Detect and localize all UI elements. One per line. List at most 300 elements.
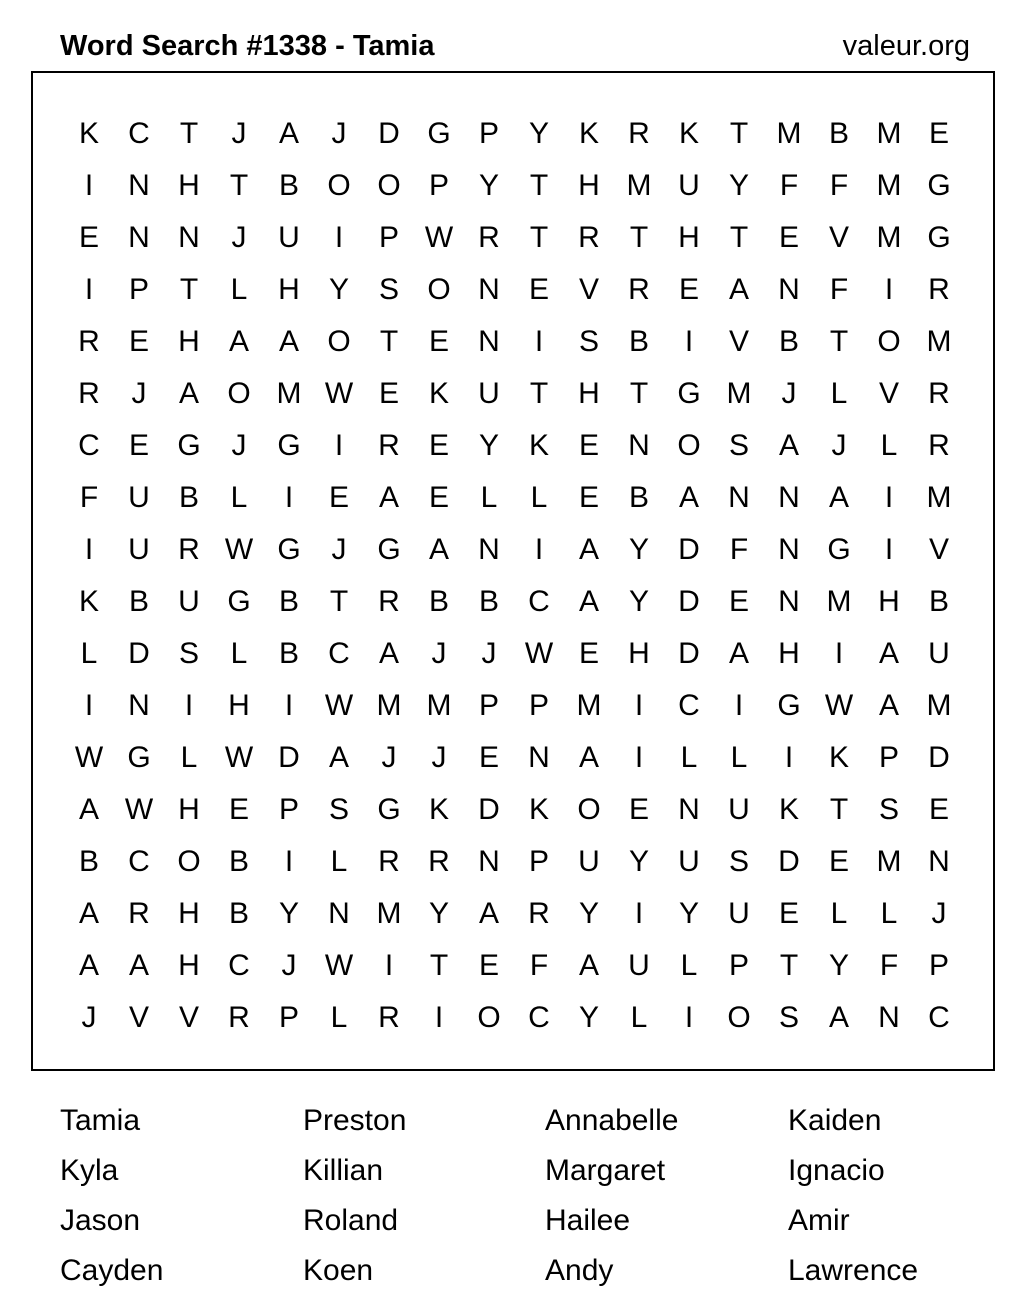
grid-cell[interactable]: K	[528, 793, 549, 826]
grid-cell[interactable]: A	[78, 897, 99, 930]
grid-cell[interactable]: A	[878, 689, 899, 722]
grid-cell[interactable]: P	[278, 1001, 299, 1034]
grid-cell[interactable]: D	[478, 793, 500, 826]
grid-cell[interactable]: F	[79, 481, 99, 514]
grid-cell[interactable]: E	[778, 221, 799, 254]
grid-cell[interactable]: G	[127, 741, 151, 774]
grid-cell[interactable]: M	[726, 377, 752, 410]
grid-cell[interactable]: Y	[828, 949, 849, 982]
grid-cell[interactable]: U	[478, 377, 500, 410]
grid-cell[interactable]: E	[628, 793, 649, 826]
grid-cell[interactable]: M	[926, 325, 952, 358]
grid-cell[interactable]: J	[381, 741, 397, 774]
grid-cell[interactable]: Y	[628, 845, 649, 878]
grid-cell[interactable]: M	[826, 585, 852, 618]
grid-cell[interactable]: N	[778, 481, 800, 514]
grid-cell[interactable]: N	[728, 481, 750, 514]
grid-cell[interactable]: B	[628, 481, 649, 514]
grid-cell[interactable]: I	[634, 689, 644, 722]
grid-cell[interactable]: E	[578, 637, 599, 670]
grid-cell[interactable]: P	[528, 845, 549, 878]
grid-cell[interactable]: E	[928, 793, 949, 826]
grid-cell[interactable]: E	[428, 325, 449, 358]
grid-cell[interactable]: R	[478, 221, 500, 254]
grid-cell[interactable]: L	[230, 481, 248, 514]
grid-cell[interactable]: B	[778, 325, 799, 358]
grid-cell[interactable]: O	[227, 377, 251, 410]
grid-cell[interactable]: A	[378, 637, 399, 670]
grid-cell[interactable]: R	[378, 429, 400, 462]
grid-cell[interactable]: M	[776, 117, 802, 150]
grid-cell[interactable]: R	[378, 845, 400, 878]
grid-cell[interactable]: I	[184, 689, 194, 722]
grid-cell[interactable]: N	[128, 221, 150, 254]
grid-cell[interactable]: N	[778, 533, 800, 566]
grid-cell[interactable]: O	[427, 273, 451, 306]
grid-cell[interactable]: G	[377, 793, 401, 826]
grid-cell[interactable]: K	[578, 117, 599, 150]
grid-cell[interactable]: H	[678, 221, 700, 254]
grid-cell[interactable]: M	[276, 377, 302, 410]
grid-cell[interactable]: M	[876, 845, 902, 878]
grid-cell[interactable]: L	[880, 429, 898, 462]
grid-cell[interactable]: G	[677, 377, 701, 410]
grid-cell[interactable]: L	[80, 637, 98, 670]
grid-cell[interactable]: E	[928, 117, 949, 150]
grid-cell[interactable]: C	[928, 1001, 950, 1034]
grid-cell[interactable]: R	[928, 429, 950, 462]
grid-cell[interactable]: P	[878, 741, 899, 774]
grid-cell[interactable]: T	[529, 221, 549, 254]
grid-cell[interactable]: S	[778, 1001, 799, 1034]
grid-cell[interactable]: P	[928, 949, 949, 982]
grid-cell[interactable]: A	[378, 481, 399, 514]
grid-cell[interactable]: A	[678, 481, 699, 514]
grid-cell[interactable]: A	[578, 585, 599, 618]
grid-cell[interactable]: D	[678, 533, 700, 566]
grid-cell[interactable]: V	[828, 221, 849, 254]
grid-cell[interactable]: I	[534, 325, 544, 358]
grid-cell[interactable]: I	[84, 273, 94, 306]
grid-cell[interactable]: B	[278, 169, 299, 202]
grid-cell[interactable]: J	[781, 377, 797, 410]
grid-cell[interactable]: J	[131, 377, 147, 410]
grid-cell[interactable]: S	[178, 637, 199, 670]
grid-cell[interactable]: E	[478, 741, 499, 774]
grid-cell[interactable]: W	[524, 637, 554, 670]
grid-cell[interactable]: T	[629, 377, 649, 410]
grid-cell[interactable]: I	[84, 169, 94, 202]
grid-cell[interactable]: B	[228, 845, 249, 878]
grid-cell[interactable]: I	[784, 741, 794, 774]
grid-cell[interactable]: N	[878, 1001, 900, 1034]
grid-cell[interactable]: D	[928, 741, 950, 774]
grid-cell[interactable]: N	[478, 533, 500, 566]
grid-cell[interactable]: E	[78, 221, 99, 254]
grid-cell[interactable]: I	[384, 949, 394, 982]
grid-cell[interactable]: F	[829, 169, 849, 202]
grid-cell[interactable]: C	[528, 585, 550, 618]
grid-cell[interactable]: J	[81, 1001, 97, 1034]
grid-cell[interactable]: K	[828, 741, 849, 774]
grid-cell[interactable]: R	[928, 377, 950, 410]
grid-cell[interactable]: P	[478, 689, 499, 722]
grid-cell[interactable]: P	[428, 169, 449, 202]
grid-cell[interactable]: M	[376, 897, 402, 930]
grid-cell[interactable]: A	[578, 741, 599, 774]
grid-cell[interactable]: Y	[528, 117, 549, 150]
grid-cell[interactable]: R	[628, 117, 650, 150]
grid-cell[interactable]: B	[478, 585, 499, 618]
grid-cell[interactable]: T	[229, 169, 249, 202]
grid-cell[interactable]: J	[431, 637, 447, 670]
grid-cell[interactable]: F	[879, 949, 899, 982]
grid-cell[interactable]: I	[284, 689, 294, 722]
grid-cell[interactable]: G	[227, 585, 251, 618]
grid-cell[interactable]: R	[128, 897, 150, 930]
grid-cell[interactable]: N	[478, 325, 500, 358]
grid-cell[interactable]: D	[678, 585, 700, 618]
grid-cell[interactable]: J	[831, 429, 847, 462]
grid-cell[interactable]: M	[876, 169, 902, 202]
grid-cell[interactable]: M	[626, 169, 652, 202]
grid-cell[interactable]: N	[128, 689, 150, 722]
grid-cell[interactable]: Y	[578, 1001, 599, 1034]
grid-cell[interactable]: A	[428, 533, 449, 566]
grid-cell[interactable]: L	[530, 481, 548, 514]
grid-cell[interactable]: E	[428, 481, 449, 514]
grid-cell[interactable]: F	[729, 533, 749, 566]
grid-cell[interactable]: I	[534, 533, 544, 566]
grid-cell[interactable]: F	[529, 949, 549, 982]
grid-cell[interactable]: I	[634, 897, 644, 930]
grid-cell[interactable]: J	[431, 741, 447, 774]
grid-cell[interactable]: O	[877, 325, 901, 358]
grid-cell[interactable]: A	[478, 897, 499, 930]
grid-cell[interactable]: V	[128, 1001, 149, 1034]
grid-cell[interactable]: K	[778, 793, 799, 826]
grid-cell[interactable]: L	[630, 1001, 648, 1034]
grid-cell[interactable]: P	[528, 689, 549, 722]
grid-cell[interactable]: U	[178, 585, 200, 618]
grid-cell[interactable]: Y	[478, 169, 499, 202]
grid-cell[interactable]: I	[334, 429, 344, 462]
grid-cell[interactable]: K	[678, 117, 699, 150]
grid-cell[interactable]: M	[926, 689, 952, 722]
grid-cell[interactable]: N	[528, 741, 550, 774]
grid-cell[interactable]: C	[128, 117, 150, 150]
grid-cell[interactable]: D	[128, 637, 150, 670]
grid-cell[interactable]: R	[528, 897, 550, 930]
grid-cell[interactable]: H	[278, 273, 300, 306]
grid-cell[interactable]: S	[728, 845, 749, 878]
grid-cell[interactable]: H	[178, 793, 200, 826]
grid-cell[interactable]: U	[728, 793, 750, 826]
grid-cell[interactable]: Y	[578, 897, 599, 930]
grid-cell[interactable]: C	[78, 429, 100, 462]
grid-cell[interactable]: R	[178, 533, 200, 566]
grid-cell[interactable]: C	[678, 689, 700, 722]
grid-cell[interactable]: A	[278, 325, 299, 358]
grid-cell[interactable]: I	[684, 325, 694, 358]
grid-cell[interactable]: A	[78, 949, 99, 982]
grid-cell[interactable]: E	[378, 377, 399, 410]
grid-cell[interactable]: J	[931, 897, 947, 930]
grid-cell[interactable]: I	[884, 481, 894, 514]
grid-cell[interactable]: M	[426, 689, 452, 722]
grid-cell[interactable]: L	[830, 377, 848, 410]
grid-cell[interactable]: F	[779, 169, 799, 202]
grid-cell[interactable]: C	[128, 845, 150, 878]
grid-cell[interactable]: D	[778, 845, 800, 878]
grid-cell[interactable]: N	[478, 273, 500, 306]
grid-cell[interactable]: F	[829, 273, 849, 306]
grid-cell[interactable]: E	[578, 429, 599, 462]
grid-cell[interactable]: D	[378, 117, 400, 150]
grid-cell[interactable]: U	[628, 949, 650, 982]
grid-cell[interactable]: T	[779, 949, 799, 982]
grid-cell[interactable]: T	[179, 117, 199, 150]
grid-cell[interactable]: D	[678, 637, 700, 670]
grid-cell[interactable]: O	[327, 325, 351, 358]
grid-cell[interactable]: W	[324, 689, 354, 722]
grid-cell[interactable]: Y	[628, 533, 649, 566]
grid-cell[interactable]: O	[477, 1001, 501, 1034]
grid-cell[interactable]: A	[328, 741, 349, 774]
grid-cell[interactable]: L	[730, 741, 748, 774]
grid-cell[interactable]: I	[884, 533, 894, 566]
grid-cell[interactable]: U	[678, 169, 700, 202]
grid-cell[interactable]: W	[224, 533, 254, 566]
grid-cell[interactable]: T	[729, 221, 749, 254]
grid-cell[interactable]: H	[178, 169, 200, 202]
grid-cell[interactable]: G	[277, 429, 301, 462]
grid-cell[interactable]: O	[677, 429, 701, 462]
grid-cell[interactable]: Y	[278, 897, 299, 930]
grid-cell[interactable]: A	[778, 429, 799, 462]
grid-cell[interactable]: Y	[728, 169, 749, 202]
grid-cell[interactable]: L	[880, 897, 898, 930]
grid-cell[interactable]: H	[178, 949, 200, 982]
grid-cell[interactable]: W	[224, 741, 254, 774]
grid-cell[interactable]: P	[278, 793, 299, 826]
grid-cell[interactable]: O	[577, 793, 601, 826]
grid-cell[interactable]: U	[578, 845, 600, 878]
grid-cell[interactable]: K	[428, 793, 449, 826]
grid-cell[interactable]: K	[78, 585, 99, 618]
grid-cell[interactable]: I	[834, 637, 844, 670]
grid-cell[interactable]: T	[429, 949, 449, 982]
grid-cell[interactable]: E	[828, 845, 849, 878]
grid-cell[interactable]: G	[377, 533, 401, 566]
grid-cell[interactable]: W	[124, 793, 154, 826]
grid-cell[interactable]: U	[128, 533, 150, 566]
grid-cell[interactable]: A	[278, 117, 299, 150]
grid-cell[interactable]: J	[231, 429, 247, 462]
grid-cell[interactable]: T	[729, 117, 749, 150]
grid-cell[interactable]: W	[824, 689, 854, 722]
grid-cell[interactable]: N	[128, 169, 150, 202]
grid-cell[interactable]: A	[178, 377, 199, 410]
grid-cell[interactable]: R	[628, 273, 650, 306]
grid-cell[interactable]: T	[329, 585, 349, 618]
grid-cell[interactable]: B	[828, 117, 849, 150]
grid-cell[interactable]: A	[78, 793, 99, 826]
grid-cell[interactable]: C	[328, 637, 350, 670]
grid-cell[interactable]: I	[434, 1001, 444, 1034]
grid-cell[interactable]: O	[727, 1001, 751, 1034]
grid-cell[interactable]: G	[177, 429, 201, 462]
grid-cell[interactable]: C	[528, 1001, 550, 1034]
grid-cell[interactable]: G	[827, 533, 851, 566]
grid-cell[interactable]: U	[278, 221, 300, 254]
grid-cell[interactable]: U	[678, 845, 700, 878]
grid-cell[interactable]: T	[829, 325, 849, 358]
grid-cell[interactable]: B	[128, 585, 149, 618]
grid-cell[interactable]: K	[78, 117, 99, 150]
grid-cell[interactable]: B	[178, 481, 199, 514]
grid-cell[interactable]: S	[328, 793, 349, 826]
grid-cell[interactable]: N	[928, 845, 950, 878]
grid-cell[interactable]: V	[928, 533, 949, 566]
grid-cell[interactable]: I	[334, 221, 344, 254]
grid-cell[interactable]: M	[926, 481, 952, 514]
grid-cell[interactable]: O	[327, 169, 351, 202]
grid-cell[interactable]: I	[84, 689, 94, 722]
grid-cell[interactable]: I	[684, 1001, 694, 1034]
grid-cell[interactable]: H	[578, 377, 600, 410]
grid-cell[interactable]: M	[576, 689, 602, 722]
grid-cell[interactable]: Y	[678, 897, 699, 930]
grid-cell[interactable]: T	[529, 377, 549, 410]
grid-cell[interactable]: B	[428, 585, 449, 618]
grid-cell[interactable]: U	[728, 897, 750, 930]
grid-cell[interactable]: I	[284, 481, 294, 514]
grid-cell[interactable]: W	[424, 221, 454, 254]
grid-cell[interactable]: E	[578, 481, 599, 514]
grid-cell[interactable]: P	[478, 117, 499, 150]
grid-cell[interactable]: E	[728, 585, 749, 618]
grid-cell[interactable]: W	[74, 741, 104, 774]
grid-cell[interactable]: A	[578, 533, 599, 566]
grid-cell[interactable]: H	[178, 325, 200, 358]
grid-cell[interactable]: J	[231, 221, 247, 254]
grid-cell[interactable]: N	[678, 793, 700, 826]
grid-cell[interactable]: O	[177, 845, 201, 878]
grid-cell[interactable]: S	[728, 429, 749, 462]
grid-cell[interactable]: H	[178, 897, 200, 930]
grid-cell[interactable]: E	[228, 793, 249, 826]
grid-cell[interactable]: P	[378, 221, 399, 254]
grid-cell[interactable]: N	[628, 429, 650, 462]
grid-cell[interactable]: B	[278, 585, 299, 618]
grid-cell[interactable]: A	[828, 1001, 849, 1034]
grid-cell[interactable]: L	[230, 273, 248, 306]
grid-cell[interactable]: I	[734, 689, 744, 722]
grid-cell[interactable]: K	[428, 377, 449, 410]
grid-cell[interactable]: T	[829, 793, 849, 826]
grid-cell[interactable]: E	[328, 481, 349, 514]
grid-cell[interactable]: A	[578, 949, 599, 982]
grid-cell[interactable]: Y	[628, 585, 649, 618]
grid-cell[interactable]: N	[778, 585, 800, 618]
grid-cell[interactable]: I	[284, 845, 294, 878]
grid-cell[interactable]: P	[728, 949, 749, 982]
grid-cell[interactable]: N	[178, 221, 200, 254]
grid-cell[interactable]: B	[928, 585, 949, 618]
grid-cell[interactable]: P	[128, 273, 149, 306]
grid-cell[interactable]: E	[128, 325, 149, 358]
grid-cell[interactable]: M	[876, 117, 902, 150]
grid-cell[interactable]: S	[378, 273, 399, 306]
grid-cell[interactable]: T	[629, 221, 649, 254]
grid-cell[interactable]: T	[379, 325, 399, 358]
grid-cell[interactable]: J	[481, 637, 497, 670]
grid-cell[interactable]: Y	[478, 429, 499, 462]
grid-cell[interactable]: Y	[328, 273, 349, 306]
grid-cell[interactable]: N	[328, 897, 350, 930]
grid-cell[interactable]: E	[778, 897, 799, 930]
grid-cell[interactable]: R	[928, 273, 950, 306]
grid-cell[interactable]: H	[628, 637, 650, 670]
grid-cell[interactable]: M	[876, 221, 902, 254]
grid-cell[interactable]: B	[278, 637, 299, 670]
grid-cell[interactable]: R	[78, 377, 100, 410]
grid-cell[interactable]: G	[277, 533, 301, 566]
grid-cell[interactable]: L	[830, 897, 848, 930]
grid-cell[interactable]: O	[377, 169, 401, 202]
grid-cell[interactable]: G	[777, 689, 801, 722]
grid-cell[interactable]: U	[928, 637, 950, 670]
grid-cell[interactable]: W	[324, 949, 354, 982]
grid-cell[interactable]: M	[376, 689, 402, 722]
grid-cell[interactable]: R	[578, 221, 600, 254]
grid-cell[interactable]: G	[427, 117, 451, 150]
grid-cell[interactable]: H	[228, 689, 250, 722]
grid-cell[interactable]: T	[179, 273, 199, 306]
grid-cell[interactable]: L	[330, 1001, 348, 1034]
grid-cell[interactable]: N	[478, 845, 500, 878]
grid-cell[interactable]: H	[578, 169, 600, 202]
grid-cell[interactable]: W	[324, 377, 354, 410]
grid-cell[interactable]: A	[828, 481, 849, 514]
grid-cell[interactable]: B	[78, 845, 99, 878]
grid-cell[interactable]: L	[180, 741, 198, 774]
grid-cell[interactable]: J	[331, 117, 347, 150]
grid-cell[interactable]: G	[927, 169, 951, 202]
grid-cell[interactable]: R	[378, 1001, 400, 1034]
grid-cell[interactable]: L	[480, 481, 498, 514]
grid-cell[interactable]: Y	[428, 897, 449, 930]
grid-cell[interactable]: A	[128, 949, 149, 982]
grid-cell[interactable]: L	[230, 637, 248, 670]
grid-cell[interactable]: I	[84, 533, 94, 566]
grid-cell[interactable]: J	[331, 533, 347, 566]
grid-cell[interactable]: E	[128, 429, 149, 462]
grid-cell[interactable]: R	[378, 585, 400, 618]
grid-cell[interactable]: A	[228, 325, 249, 358]
grid-cell[interactable]: J	[231, 117, 247, 150]
grid-cell[interactable]: U	[128, 481, 150, 514]
grid-cell[interactable]: L	[330, 845, 348, 878]
grid-cell[interactable]: E	[528, 273, 549, 306]
grid-cell[interactable]: V	[878, 377, 899, 410]
grid-cell[interactable]: V	[178, 1001, 199, 1034]
grid-cell[interactable]: L	[680, 949, 698, 982]
grid-cell[interactable]: L	[680, 741, 698, 774]
grid-cell[interactable]: D	[278, 741, 300, 774]
grid-cell[interactable]: A	[728, 637, 749, 670]
